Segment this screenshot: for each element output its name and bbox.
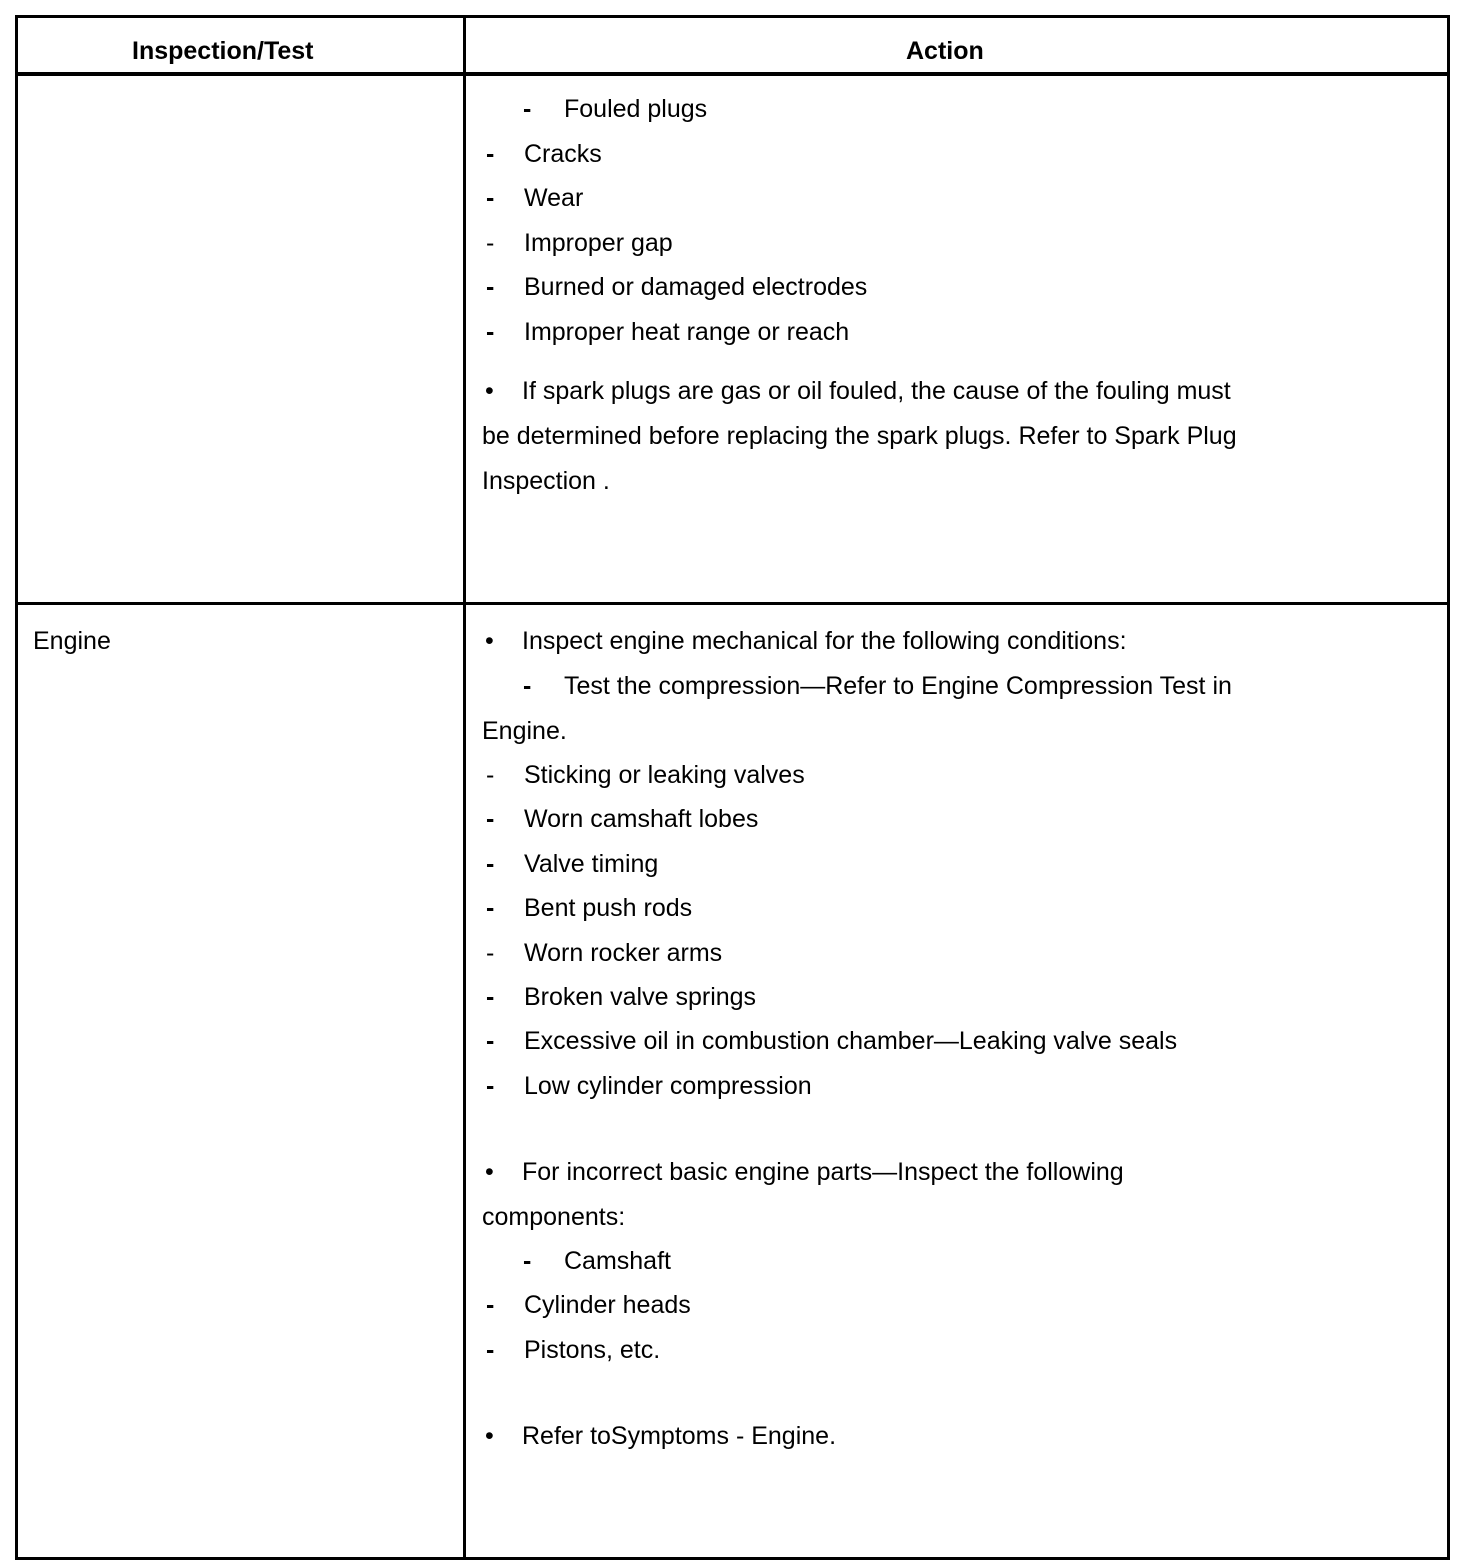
dash-marker: -: [486, 983, 495, 1011]
basic-parts-line-2: components:: [482, 1203, 626, 1231]
item-wear: Wear: [524, 184, 584, 212]
item-low-compression: Low cylinder compression: [524, 1072, 812, 1100]
inspection-engine: Engine: [33, 627, 111, 655]
fouling-note-line-1: If spark plugs are gas or oil fouled, the cause of the fouling must: [522, 377, 1231, 405]
dash-marker: -: [486, 850, 495, 878]
dash-marker: -: [486, 1072, 495, 1100]
dash-marker: -: [523, 95, 532, 123]
basic-parts-line-1: For incorrect basic engine parts—Inspect the following: [522, 1158, 1124, 1186]
dash-marker: -: [486, 229, 495, 257]
column-divider: [463, 15, 466, 1560]
table-border-right: [1447, 15, 1450, 1560]
item-burned-electrodes: Burned or damaged electrodes: [524, 273, 868, 301]
item-valve-springs: Broken valve springs: [524, 983, 757, 1011]
dash-marker: -: [486, 1027, 495, 1055]
item-rocker-arms: Worn rocker arms: [524, 939, 723, 967]
bullet-marker: •: [485, 1158, 494, 1186]
dash-marker: -: [486, 939, 495, 967]
dash-marker: -: [523, 1247, 532, 1275]
dash-marker: -: [486, 805, 495, 833]
engine-mechanical-heading: Inspect engine mechanical for the following conditions:: [522, 627, 1127, 655]
item-cracks: Cracks: [524, 140, 602, 168]
table-border-top: [15, 15, 1450, 18]
bullet-marker: •: [485, 377, 494, 405]
dash-marker: -: [486, 184, 495, 212]
item-improper-gap: Improper gap: [524, 229, 673, 257]
dash-marker: -: [486, 1291, 495, 1319]
dash-marker: -: [486, 1336, 495, 1364]
item-sticking-valves: Sticking or leaking valves: [524, 761, 805, 789]
compression-test-line-1: Test the compression—Refer to Engine Compression Test in: [564, 672, 1232, 700]
item-excessive-oil: Excessive oil in combustion chamber—Leaking valve seals: [524, 1027, 1178, 1055]
compression-test-line-2: Engine.: [482, 717, 567, 745]
table-border-left: [15, 15, 18, 1560]
header-divider: [15, 72, 1450, 76]
bullet-marker: •: [485, 1422, 494, 1450]
refer-symptoms-engine: Refer toSymptoms - Engine.: [522, 1422, 837, 1450]
bullet-marker: •: [485, 627, 494, 655]
dash-marker: -: [486, 761, 495, 789]
item-camshaft-lobes: Worn camshaft lobes: [524, 805, 759, 833]
fouling-note-line-3: Inspection .: [482, 467, 610, 495]
item-heat-range: Improper heat range or reach: [524, 318, 850, 346]
table-border-bottom: [15, 1557, 1450, 1560]
dash-marker: -: [486, 273, 495, 301]
dash-marker: -: [523, 672, 532, 700]
header-inspection-test: Inspection/Test: [132, 37, 314, 65]
dash-marker: -: [486, 318, 495, 346]
part-camshaft: Camshaft: [564, 1247, 671, 1275]
header-action: Action: [906, 37, 984, 65]
item-fouled-plugs: Fouled plugs: [564, 95, 708, 123]
row-divider: [15, 602, 1450, 605]
part-pistons: Pistons, etc.: [524, 1336, 661, 1364]
dash-marker: -: [486, 140, 495, 168]
item-push-rods: Bent push rods: [524, 894, 693, 922]
dash-marker: -: [486, 894, 495, 922]
part-cylinder-heads: Cylinder heads: [524, 1291, 691, 1319]
fouling-note-line-2: be determined before replacing the spark plugs. Refer to Spark Plug: [482, 422, 1237, 450]
item-valve-timing: Valve timing: [524, 850, 659, 878]
